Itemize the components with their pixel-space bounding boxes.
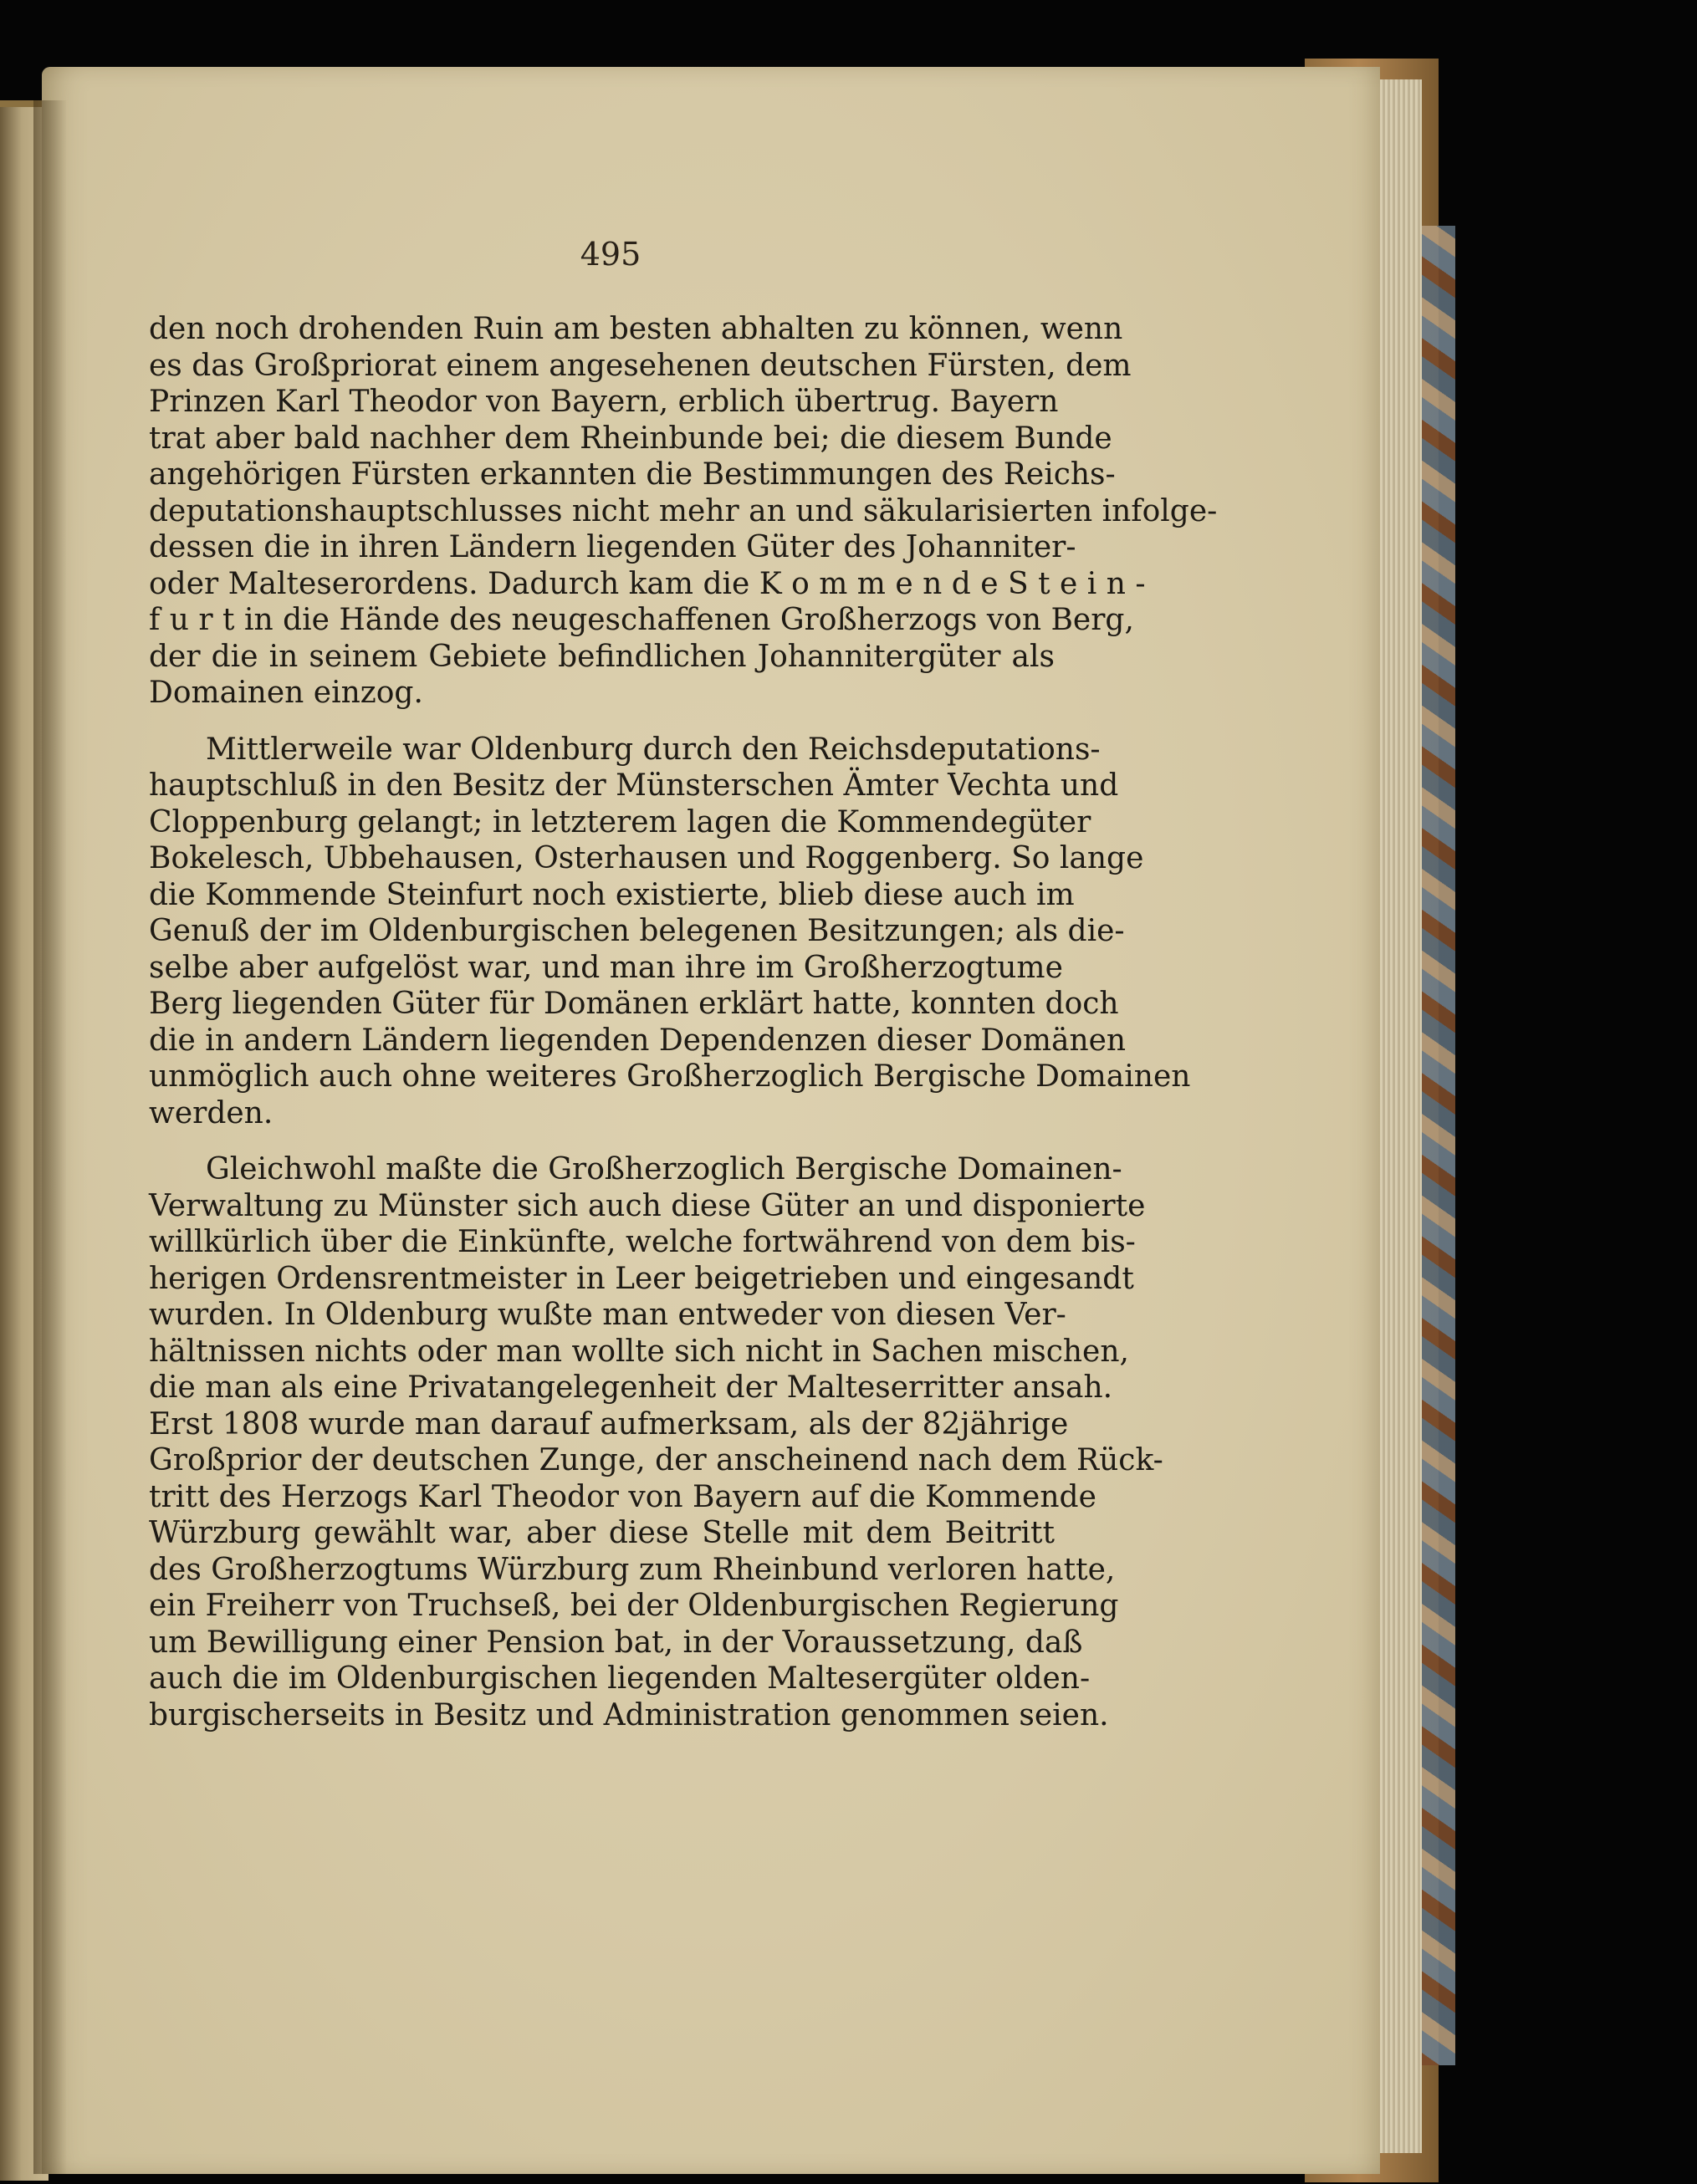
- paragraph: [149, 732, 1191, 1132]
- text-line: herigen Ordensrentmeister in Leer beigetrieben und eingesandt: [149, 1261, 1134, 1296]
- text-line: Gleichwohl maßte die Großherzoglich Bergische Domainen-: [206, 1152, 1122, 1186]
- paragraph: [149, 311, 1218, 712]
- text-line: Würzburg gewählt war, aber diese Stelle mit dem Beitritt: [149, 1516, 1055, 1550]
- paragraph-gap: [149, 712, 1055, 732]
- text-line: die man als eine Privatangelegenheit der Malteserritter ansah.: [149, 1370, 1113, 1405]
- text-line: die in andern Ländern liegenden Dependenzen dieser Domänen: [149, 1023, 1127, 1058]
- text-line: selbe aber aufgelöst war, und man ihre im Großherzogtume: [149, 950, 1063, 985]
- text-line: Mittlerweile war Oldenburg durch den Reichsdeputations-: [206, 732, 1101, 767]
- text-line: ein Freiherr von Truchseß, bei der Oldenburgischen Regierung: [149, 1589, 1119, 1623]
- text-line: hältnissen nichts oder man wollte sich nicht in Sachen mischen,: [149, 1334, 1129, 1369]
- text-line: tritt des Herzogs Karl Theodor von Bayern auf die Kommende: [149, 1479, 1096, 1514]
- text-line: um Bewilligung einer Pension bat, in der Voraussetzung, daß: [149, 1625, 1083, 1660]
- text-line: den noch drohenden Ruin am besten abhalten zu können, wenn: [149, 312, 1123, 346]
- text-line: Domainen einzog.: [149, 676, 423, 710]
- text-line: dessen die in ihren Ländern liegenden Güter des Johanniter-: [149, 530, 1076, 564]
- text-line: trat aber bald nachher dem Rheinbunde bei; die diesem Bunde: [149, 421, 1112, 456]
- page-number: 495: [580, 236, 641, 273]
- paragraph: [149, 1151, 1163, 1733]
- text-line: oder Malteserordens. Dadurch kam die K o m m e n d e S t e i n -: [149, 566, 1146, 601]
- text-line: Erst 1808 wurde man darauf aufmerksam, als der 82jährige: [149, 1406, 1069, 1442]
- text-line: hauptschluß in den Besitz der Münsterschen Ämter Vechta und: [149, 768, 1119, 803]
- text-line: f u r t in die Hände des neugeschaffenen Großherzogs von Berg,: [149, 603, 1134, 637]
- text-line: der die in seinem Gebiete befindlichen Johannitergüter als: [149, 639, 1055, 674]
- text-line: wurden. In Oldenburg wußte man entweder von diesen Ver-: [149, 1298, 1066, 1332]
- text-line: unmöglich auch ohne weiteres Großherzoglich Bergische Domainen: [149, 1059, 1191, 1094]
- text-line: Berg liegenden Güter für Domänen erklärt hatte, konnten doch: [149, 987, 1119, 1021]
- text-line: werden.: [149, 1095, 273, 1130]
- gutter-shadow: [33, 100, 67, 2174]
- text-line: des Großherzogtums Würzburg zum Rheinbund verloren hatte,: [149, 1552, 1116, 1587]
- text-line: auch die im Oldenburgischen liegenden Maltesergüter olden-: [149, 1661, 1091, 1696]
- text-line: es das Großpriorat einem angesehenen deutschen Fürsten, dem: [149, 348, 1132, 383]
- text-line: willkürlich über die Einkünfte, welche fortwährend von dem bis-: [149, 1225, 1136, 1259]
- text-line: Verwaltung zu Münster sich auch diese Güter an und disponierte: [149, 1188, 1146, 1223]
- paragraph-gap: [149, 1131, 1055, 1151]
- text-line: Cloppenburg gelangt; in letzterem lagen die Kommendegüter: [149, 804, 1091, 839]
- text-line: deputationshauptschlusses nicht mehr an und säkularisierten infolge-: [149, 493, 1218, 528]
- text-line: die Kommende Steinfurt noch existierte, blieb diese auch im: [149, 877, 1075, 912]
- text-line: Bokelesch, Ubbehausen, Osterhausen und Roggenberg. So lange: [149, 841, 1144, 875]
- text-line: burgischerseits in Besitz und Administration genommen seien.: [149, 1697, 1109, 1732]
- text-line: Großprior der deutschen Zunge, der anscheinend nach dem Rück-: [149, 1443, 1163, 1477]
- text-line: Prinzen Karl Theodor von Bayern, erblich übertrug. Bayern: [149, 385, 1059, 419]
- text-line: Genuß der im Oldenburgischen belegenen Besitzungen; als die-: [149, 914, 1125, 948]
- text-line: angehörigen Fürsten erkannten die Bestimmungen des Reichs-: [149, 457, 1116, 492]
- body-text: [149, 311, 1218, 1733]
